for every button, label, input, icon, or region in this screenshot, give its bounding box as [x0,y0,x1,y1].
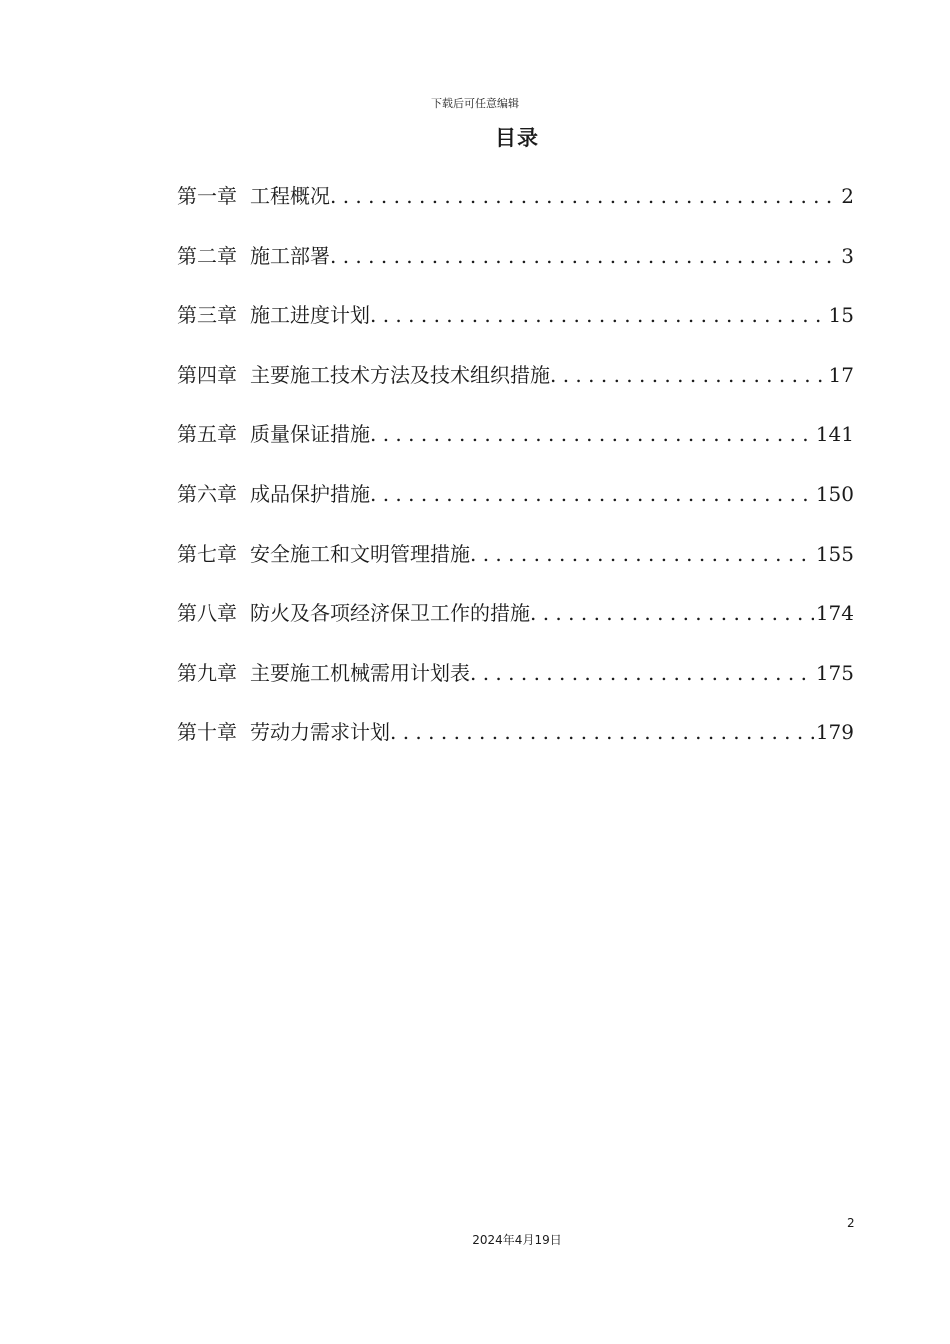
toc-chapter-title: 施工进度计划 [250,303,370,328]
table-of-contents [177,180,854,776]
toc-chapter-title: 防火及各项经济保卫工作的措施 [250,601,530,626]
toc-entry[interactable] [177,299,854,359]
toc-chapter-number: 第四章 [177,362,237,387]
toc-chapter-title: 劳动力需求计划 [250,720,390,745]
toc-chapter-title: 主要施工技术方法及技术组织措施 [250,362,550,387]
toc-chapter-title: 质量保证措施 [250,422,370,447]
header-note: 下载后可任意编辑 [431,97,519,110]
page-number: 2 [847,1216,855,1230]
toc-entry[interactable] [177,538,854,598]
toc-entry[interactable] [177,418,854,478]
toc-entry[interactable] [177,359,854,419]
toc-dot-leader [370,422,814,446]
toc-chapter-number: 第七章 [177,541,237,566]
toc-page-number: 150 [815,481,854,506]
toc-chapter-title: 主要施工机械需用计划表 [250,660,470,685]
toc-entry[interactable] [177,478,854,538]
toc-chapter-title: 施工部署 [250,243,330,268]
toc-chapter-number: 第六章 [177,481,237,506]
toc-dot-leader [470,542,814,566]
toc-chapter-number: 第三章 [177,303,237,328]
toc-entry[interactable] [177,240,854,300]
toc-page-number: 2 [841,184,854,208]
toc-page-number: 175 [815,660,854,685]
toc-chapter-title: 工程概况 [250,184,330,208]
toc-title: 目录 [495,126,539,150]
toc-page-number: 155 [815,541,854,566]
toc-chapter-number: 第八章 [177,601,237,626]
toc-dot-leader [370,303,827,327]
toc-entry[interactable] [177,180,854,240]
toc-dot-leader [370,482,814,506]
toc-dot-leader [550,363,827,387]
toc-entry[interactable] [177,597,854,657]
toc-entry[interactable] [177,716,854,776]
toc-chapter-title: 成品保护措施 [250,481,370,506]
toc-chapter-title: 安全施工和文明管理措施 [250,541,470,566]
footer-date: 2024年4月19日 [472,1233,562,1247]
toc-page-number: 15 [828,303,854,328]
toc-page-number: 179 [815,720,854,745]
toc-chapter-number: 第一章 [177,184,237,208]
toc-dot-leader [390,720,814,744]
toc-page-number: 17 [828,362,854,387]
toc-entry[interactable] [177,657,854,717]
toc-dot-leader [530,601,814,625]
toc-chapter-number: 第九章 [177,660,237,685]
toc-chapter-number: 第二章 [177,243,237,268]
toc-page-number: 141 [815,422,854,447]
toc-page-number: 3 [841,243,854,268]
toc-dot-leader [470,661,814,685]
toc-chapter-number: 第五章 [177,422,237,447]
toc-page-number: 174 [815,601,854,626]
toc-chapter-number: 第十章 [177,720,237,745]
toc-dot-leader [330,244,839,268]
toc-dot-leader [330,184,839,208]
